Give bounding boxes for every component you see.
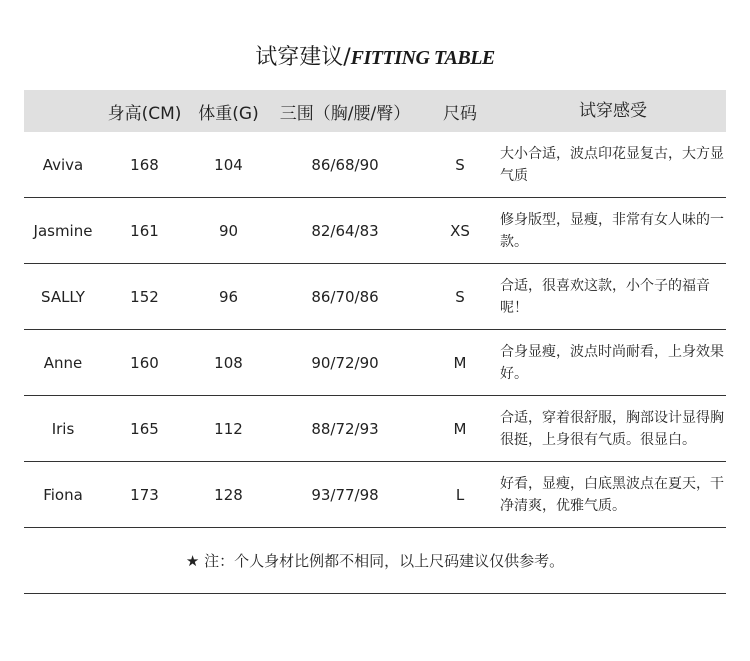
title-cn: 试穿建议/ xyxy=(255,45,351,70)
cell-feedback: 大小合适，波点印花显复古，大方显气质 xyxy=(500,145,724,184)
title-en: FITTING TABLE xyxy=(350,47,495,69)
cell-feedback: 合适，穿着很舒服，胸部设计显得胸很挺，上身很有气质。很显白。 xyxy=(500,409,724,448)
header-height: 身高(CM) xyxy=(107,103,182,124)
cell-measurements: 86/70/86 xyxy=(311,287,379,306)
cell-weight: 104 xyxy=(214,155,243,174)
cell-height: 152 xyxy=(130,287,159,306)
cell-weight: 112 xyxy=(214,419,243,438)
cell-height: 160 xyxy=(130,353,159,372)
cell-size: L xyxy=(455,485,465,504)
cell-size: XS xyxy=(450,221,470,240)
cell-measurements: 86/68/90 xyxy=(311,155,379,174)
table-header xyxy=(24,90,726,132)
cell-feedback: 好看，显瘦，白底黑波点在夏天，干净清爽，优雅气质。 xyxy=(500,475,724,514)
cell-feedback: 合身显瘦，波点时尚耐看，上身效果好。 xyxy=(500,343,724,382)
cell-name: SALLY xyxy=(41,287,85,306)
cell-size: S xyxy=(455,155,465,174)
table-row xyxy=(24,330,726,396)
cell-size: M xyxy=(453,353,467,372)
cell-weight: 128 xyxy=(214,485,243,504)
cell-size: M xyxy=(453,419,467,438)
fitting-table xyxy=(24,90,726,594)
cell-weight: 108 xyxy=(214,353,243,372)
header-measurements: 三围（胸/腰/臀） xyxy=(279,103,411,124)
footnote: ★ 注：个人身材比例都不相同，以上尺码建议仅供参考。 xyxy=(24,528,726,594)
cell-name: Anne xyxy=(43,353,83,372)
cell-feedback: 合适，很喜欢这款，小个子的福音呢！ xyxy=(500,277,710,316)
cell-weight: 90 xyxy=(218,221,239,240)
table-row xyxy=(24,198,726,264)
header-weight: 体重(G) xyxy=(198,103,259,124)
page-title xyxy=(0,40,750,71)
cell-name: Jasmine xyxy=(33,221,93,240)
cell-measurements: 88/72/93 xyxy=(311,419,379,438)
cell-measurements: 82/64/83 xyxy=(311,221,379,240)
table-row xyxy=(24,396,726,462)
cell-name: Fiona xyxy=(43,485,83,504)
cell-height: 168 xyxy=(130,155,159,174)
table-row xyxy=(24,462,726,528)
cell-weight: 96 xyxy=(218,287,239,306)
cell-height: 173 xyxy=(130,485,159,504)
cell-height: 161 xyxy=(130,221,159,240)
cell-feedback: 修身版型，显瘦，非常有女人味的一款。 xyxy=(500,211,724,250)
cell-measurements: 93/77/98 xyxy=(311,485,379,504)
cell-name: Iris xyxy=(51,419,75,438)
cell-name: Aviva xyxy=(42,155,84,174)
cell-size: S xyxy=(455,287,465,306)
cell-measurements: 90/72/90 xyxy=(311,353,379,372)
header-feedback: 试穿感受 xyxy=(579,101,647,121)
table-row xyxy=(24,264,726,330)
header-size: 尺码 xyxy=(443,103,477,124)
table-row xyxy=(24,132,726,198)
cell-height: 165 xyxy=(130,419,159,438)
